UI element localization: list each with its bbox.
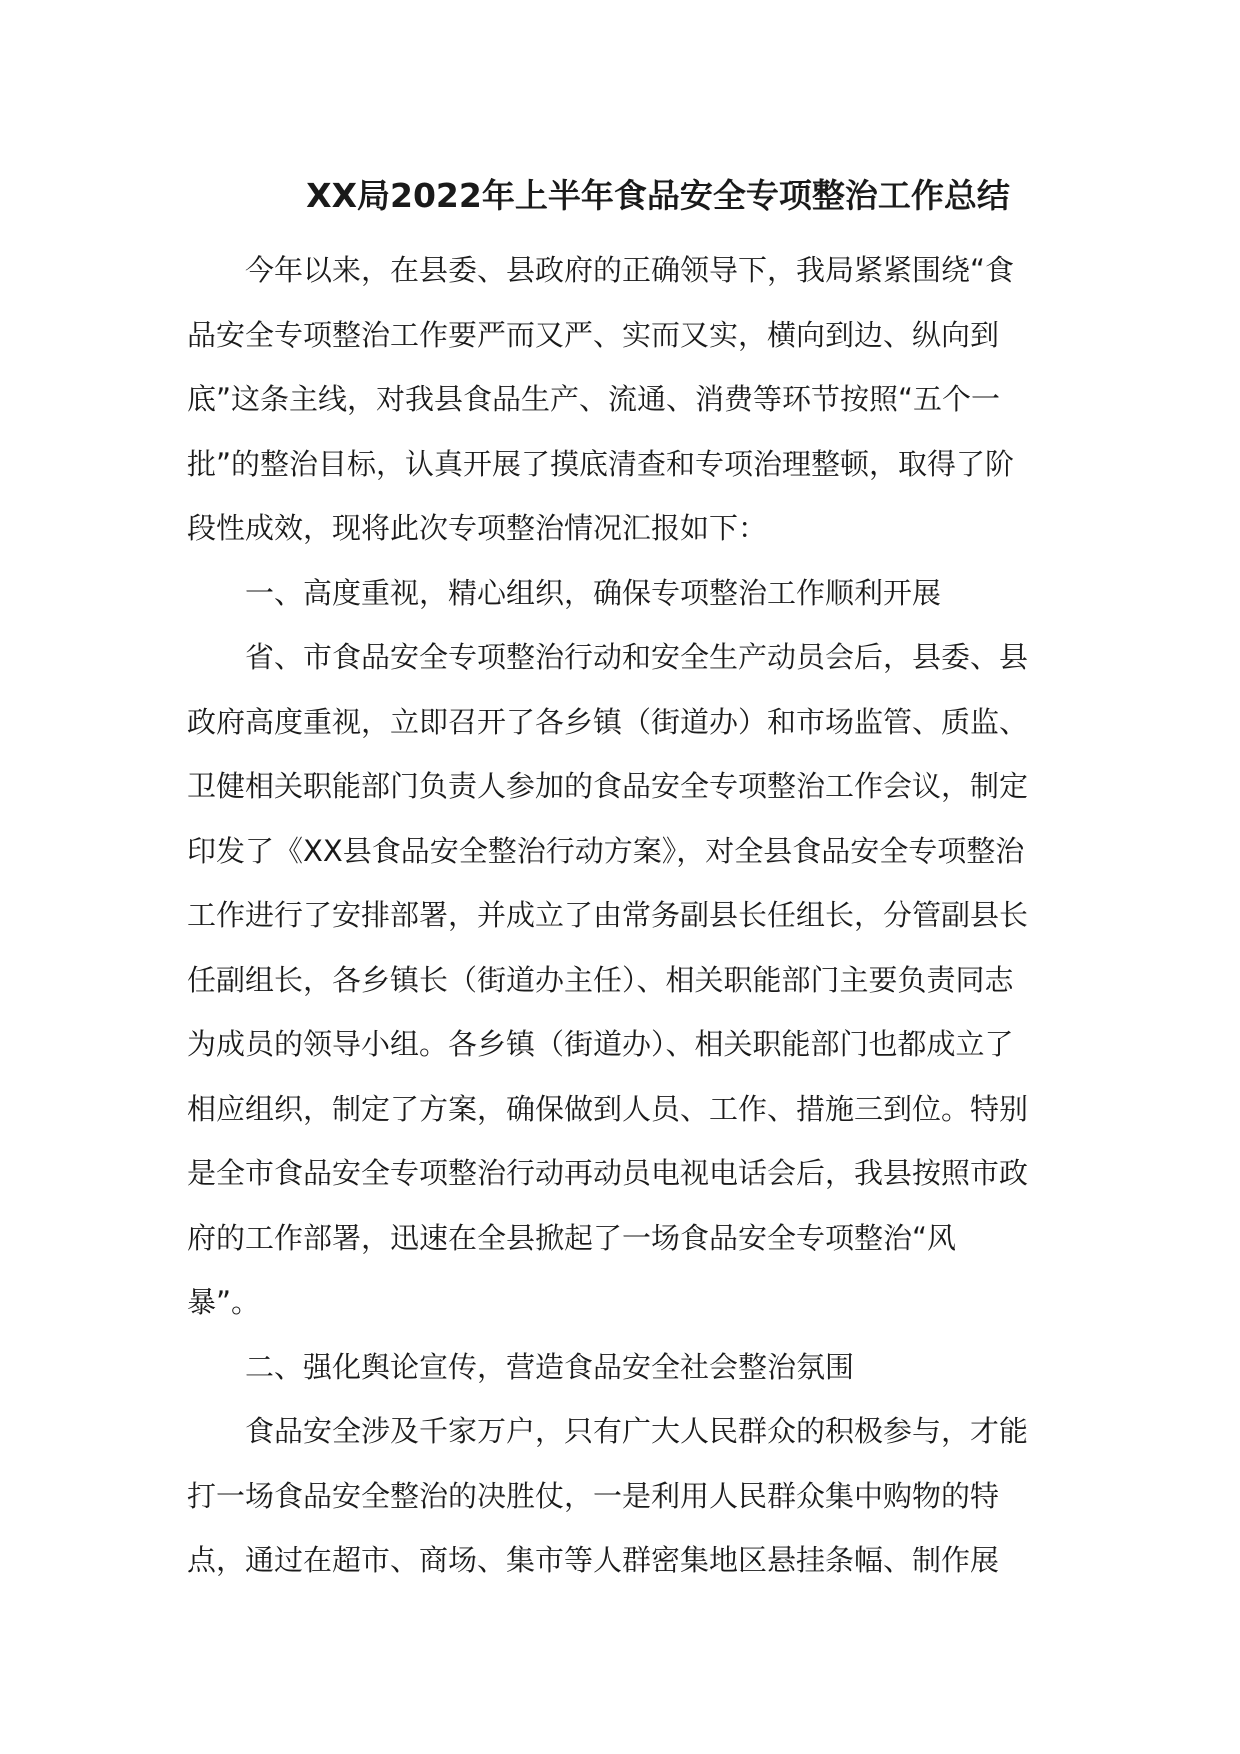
text-line: 食品安全涉及千家万户，只有广大人民群众的积极参与，才能 xyxy=(245,1414,1029,1448)
text-line: 二、强化舆论宣传，营造食品安全社会整治氛围 xyxy=(245,1349,855,1384)
text-line: 是全市食品安全专项整治行动再动员电视电话会后，我县按照市政 xyxy=(187,1156,1029,1190)
document-body xyxy=(187,238,1057,1593)
text-line: 卫健相关职能部门负责人参加的食品安全专项整治工作会议，制定 xyxy=(187,769,1029,803)
text-line: 任副组长，各乡镇长（街道办主任）、相关职能部门主要负责同志 xyxy=(187,962,1014,997)
text-line: 府的工作部署，迅速在全县掀起了一场食品安全专项整治“风 xyxy=(187,1220,957,1255)
text-line: 品安全专项整治工作要严而又严、实而又实，横向到边、纵向到 xyxy=(187,317,1000,352)
text-line: 批”的整治目标，认真开展了摸底清查和专项治理整顿，取得了阶 xyxy=(187,446,1015,481)
text-line: 相应组织，制定了方案，确保做到人员、工作、措施三到位。特别 xyxy=(187,1091,1029,1126)
text-line: 打一场食品安全整治的决胜仗，一是利用人民群众集中购物的特 xyxy=(187,1478,1000,1513)
text-line: 今年以来，在县委、县政府的正确领导下，我局紧紧围绕“食 xyxy=(245,253,1015,287)
text-line: 点，通过在超市、商场、集市等人群密集地区悬挂条幅、制作展 xyxy=(187,1543,1000,1577)
text-line: 工作进行了安排部署，并成立了由常务副县长任组长，分管副县长 xyxy=(187,898,1029,932)
document-title: XX局2022年上半年食品安全专项整治工作总结 xyxy=(306,176,1010,215)
text-line: 政府高度重视，立即召开了各乡镇（街道办）和市场监管、质监、 xyxy=(187,704,1029,739)
text-line: 段性成效，现将此次专项整治情况汇报如下： xyxy=(187,511,768,545)
text-line: 一、高度重视，精心组织，确保专项整治工作顺利开展 xyxy=(245,575,942,610)
text-line: 为成员的领导小组。各乡镇（街道办）、相关职能部门也都成立了 xyxy=(187,1027,1014,1061)
text-line: 印发了《XX县食品安全整治行动方案》，对全县食品安全专项整治 xyxy=(187,833,1025,868)
text-line: 省、市食品安全专项整治行动和安全生产动员会后，县委、县 xyxy=(245,640,1029,674)
text-line: 暴”。 xyxy=(187,1285,261,1319)
text-line: 底”这条主线，对我县食品生产、流通、消费等环节按照“五个一 xyxy=(187,382,1001,416)
